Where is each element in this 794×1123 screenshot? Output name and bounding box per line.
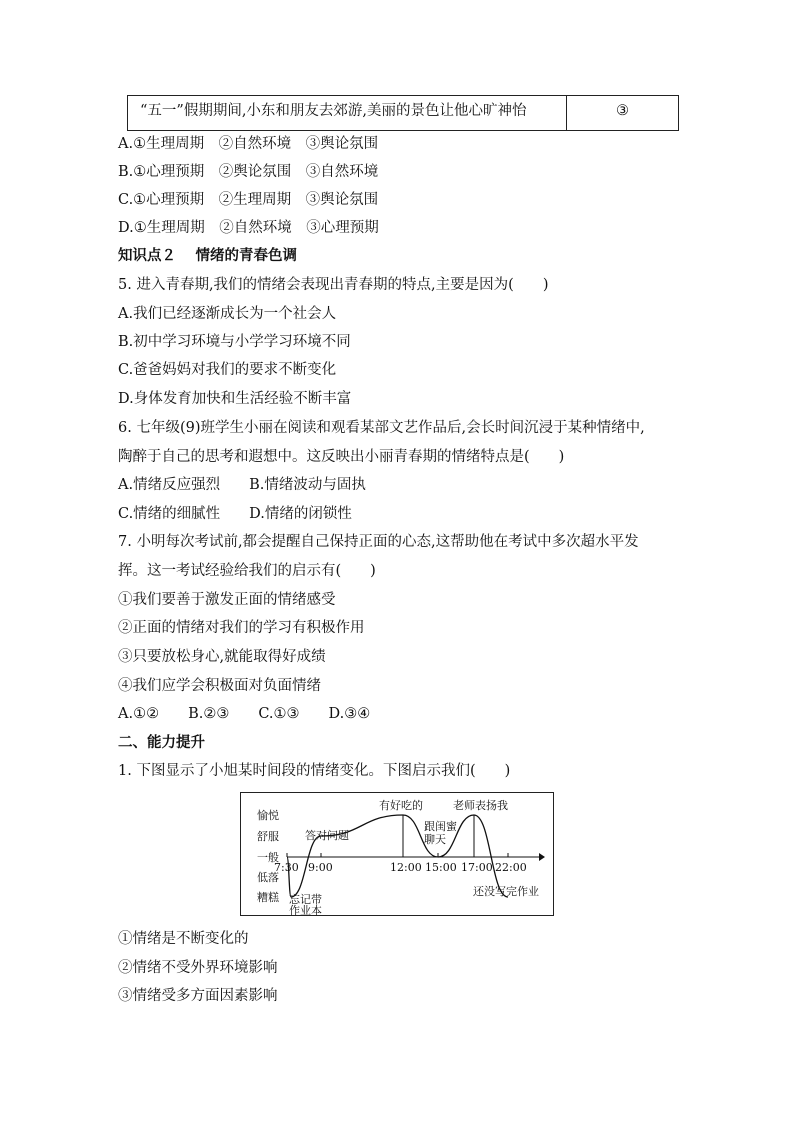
emotion-chart-svg (241, 793, 555, 917)
q1-statement-2: ②情绪不受外界环境影响 (118, 960, 278, 976)
x-tick-label: 17:00 (461, 861, 493, 874)
annotation-label: 忘记带 (289, 893, 322, 906)
q7-statement-2: ②正面的情绪对我们的学习有积极作用 (118, 620, 365, 636)
q6-stem-line1: 6. 七年级(9)班学生小丽在阅读和观看某部文艺作品后,会长时间沉浸于某种情绪中, (118, 420, 645, 436)
y-level-label: 糟糕 (257, 891, 279, 904)
x-axis-arrow (539, 853, 545, 861)
q7-options: A.①② B.②③ C.①③ D.③④ (118, 706, 371, 722)
emotion-chart (240, 792, 554, 916)
q5-stem: 5. 进入青春期,我们的情绪会表现出青春期的特点,主要是因为( ) (118, 277, 549, 293)
q1-stem: 1. 下图显示了小旭某时间段的情绪变化。下图启示我们( ) (118, 763, 511, 779)
table-cell-mark: ③ (616, 103, 629, 119)
y-level-label: 低落 (257, 871, 279, 884)
q5-option-a: A.我们已经逐渐成长为一个社会人 (118, 306, 337, 322)
annotation-label: 作业本 (289, 904, 322, 917)
q4-option-a: A.①生理周期 ②自然环境 ③舆论氛围 (118, 136, 379, 152)
q4-option-d: D.①生理周期 ②自然环境 ③心理预期 (118, 220, 379, 236)
x-tick-label: 9:00 (308, 861, 333, 874)
section-title-knowledge-2: 知识点２ 情绪的青春色调 (118, 248, 298, 264)
y-level-label: 一般 (257, 851, 279, 864)
q4-option-b: B.①心理预期 ②舆论氛围 ③自然环境 (118, 164, 379, 180)
annotation-label: 还没写完作业 (473, 885, 539, 898)
q6-options-line2: C.情绪的细腻性 D.情绪的闭锁性 (118, 506, 352, 522)
annotation-label: 有好吃的 (379, 799, 423, 812)
context-table-row (127, 95, 679, 131)
y-level-label: 舒服 (257, 830, 279, 843)
q5-option-c: C.爸爸妈妈对我们的要求不断变化 (118, 362, 337, 378)
table-cell-text: “五一”假期期间,小东和朋友去郊游,美丽的景色让他心旷神怡 (128, 96, 567, 130)
annotation-label: 答对问题 (305, 829, 349, 842)
x-tick-label: 22:00 (495, 861, 527, 874)
annotation-label: 跟闺蜜 (424, 820, 457, 833)
q1-statement-3: ③情绪受多方面因素影响 (118, 988, 278, 1004)
q7-stem-line1: 7. 小明每次考试前,都会提醒自己保持正面的心态,这帮助他在考试中多次超水平发 (118, 534, 639, 550)
q6-stem-line2: 陶醉于自己的思考和遐想中。这反映出小丽青春期的情绪特点是( ) (118, 449, 565, 465)
annotation-label: 老师表扬我 (453, 799, 508, 812)
q7-statement-1: ①我们要善于激发正面的情绪感受 (118, 592, 336, 608)
y-level-label: 愉悦 (257, 809, 279, 822)
annotation-label: 聊天 (424, 833, 446, 846)
q7-statement-4: ④我们应学会积极面对负面情绪 (118, 678, 321, 694)
x-tick-label: 7:30 (274, 861, 299, 874)
q5-option-d: D.身体发育加快和生活经验不断丰富 (118, 391, 352, 407)
q4-option-c: C.①心理预期 ②生理周期 ③舆论氛围 (118, 192, 379, 208)
q1-statement-1: ①情绪是不断变化的 (118, 931, 249, 947)
q6-options-line1: A.情绪反应强烈 B.情绪波动与固执 (118, 477, 366, 493)
q5-option-b: B.初中学习环境与小学学习环境不同 (118, 334, 351, 350)
q7-stem-line2: 挥。这一考试经验给我们的启示有( ) (118, 563, 376, 579)
section-title-ability: 二、能力提升 (118, 735, 205, 751)
q7-statement-3: ③只要放松身心,就能取得好成绩 (118, 649, 326, 665)
x-tick-label: 15:00 (425, 861, 457, 874)
x-tick-label: 12:00 (390, 861, 422, 874)
